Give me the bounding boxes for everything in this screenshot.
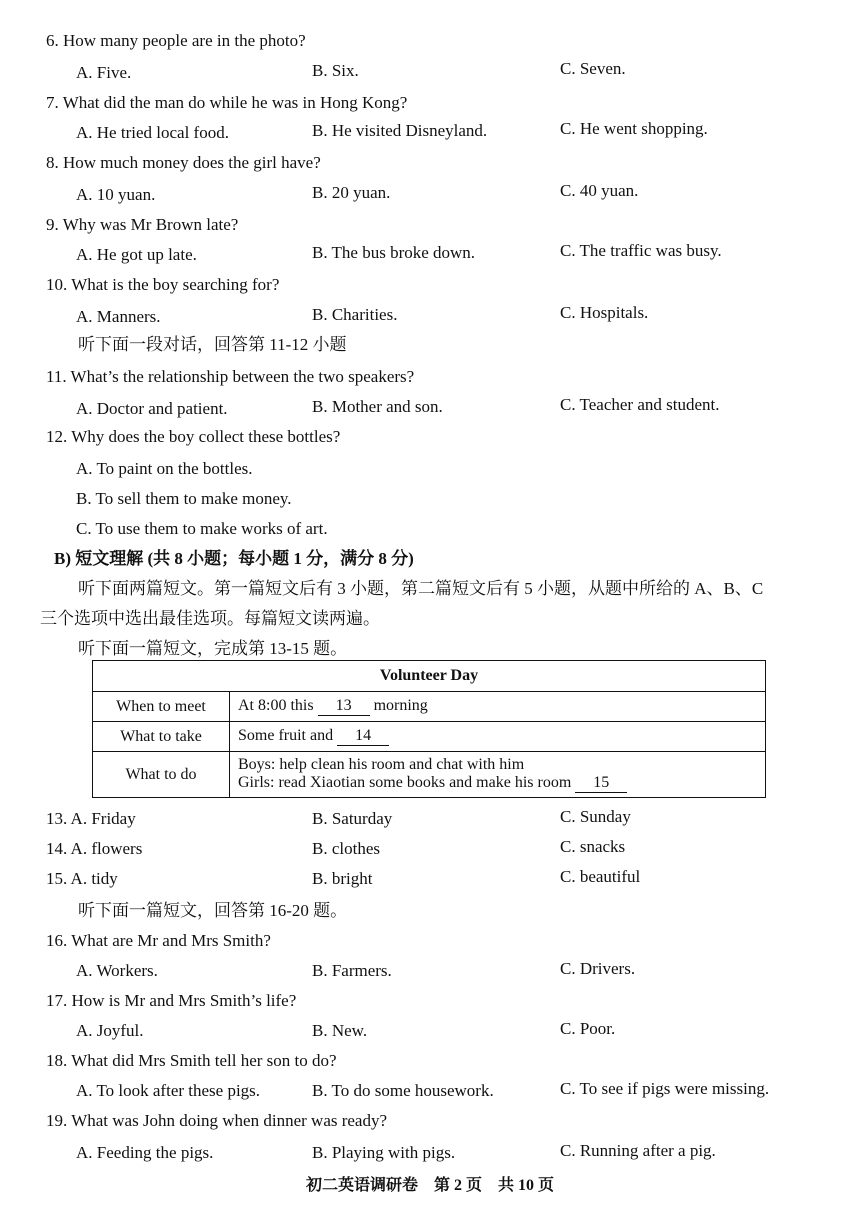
option-10b: B. Charities. bbox=[312, 305, 398, 324]
option-8c: C. 40 yuan. bbox=[560, 181, 639, 200]
option-7c: C. He went shopping. bbox=[560, 119, 708, 138]
question-9: 9. Why was Mr Brown late? bbox=[46, 215, 239, 234]
volunteer-day-table bbox=[92, 660, 766, 798]
question-16: 16. What are Mr and Mrs Smith? bbox=[46, 931, 271, 950]
option-11a: A. Doctor and patient. bbox=[76, 399, 228, 418]
question-7: 7. What did the man do while he was in Hong Kong? bbox=[46, 93, 408, 112]
option-16c: C. Drivers. bbox=[560, 959, 636, 978]
question-10: 10. What is the boy searching for? bbox=[46, 275, 280, 294]
row-value-take: Some fruit and 14 bbox=[230, 722, 766, 752]
option-8a: A. 10 yuan. bbox=[76, 185, 156, 204]
option-12c: C. To use them to make works of art. bbox=[76, 519, 328, 538]
option-14a: 14. A. flowers bbox=[46, 839, 143, 858]
instruction-13-15: 听下面一篇短文，完成第 13-15 题。 bbox=[78, 639, 348, 658]
option-14c: C. snacks bbox=[560, 837, 626, 856]
row-value-do: Boys: help clean his room and chat with him Girls: read Xiaotian some books and make his room 15 bbox=[230, 752, 766, 798]
option-9c: C. The traffic was busy. bbox=[560, 241, 722, 260]
option-19a: A. Feeding the pigs. bbox=[76, 1143, 214, 1162]
section-b-heading: B) 短文理解 (共 8 小题；每小题 1 分，满分 8 分) bbox=[54, 549, 414, 568]
option-10a: A. Manners. bbox=[76, 307, 161, 326]
option-11b: B. Mother and son. bbox=[312, 397, 443, 416]
option-15c: C. beautiful bbox=[560, 867, 641, 886]
question-12: 12. Why does the boy collect these bottles? bbox=[46, 427, 341, 446]
question-18: 18. What did Mrs Smith tell her son to do? bbox=[46, 1051, 337, 1070]
option-6a: A. Five. bbox=[76, 63, 132, 82]
question-8: 8. How much money does the girl have? bbox=[46, 153, 321, 172]
row-value-when: At 8:00 this 13 morning bbox=[230, 692, 766, 722]
question-6: 6. How many people are in the photo? bbox=[46, 31, 306, 50]
option-13b: B. Saturday bbox=[312, 809, 393, 828]
option-15b: B. bright bbox=[312, 869, 373, 888]
option-17c: C. Poor. bbox=[560, 1019, 616, 1038]
option-6b: B. Six. bbox=[312, 61, 359, 80]
option-17a: A. Joyful. bbox=[76, 1021, 144, 1040]
option-18b: B. To do some housework. bbox=[312, 1081, 494, 1100]
option-12a: A. To paint on the bottles. bbox=[76, 459, 253, 478]
option-16b: B. Farmers. bbox=[312, 961, 392, 980]
blank-14: 14 bbox=[337, 727, 389, 746]
question-19: 19. What was John doing when dinner was ready? bbox=[46, 1111, 388, 1130]
page-footer: 初二英语调研卷 第 2 页 共 10 页 bbox=[305, 1177, 554, 1194]
row-label-take: What to take bbox=[93, 722, 230, 752]
option-14b: B. clothes bbox=[312, 839, 380, 858]
instruction-11-12: 听下面一段对话，回答第 11-12 小题 bbox=[78, 335, 347, 354]
option-11c: C. Teacher and student. bbox=[560, 395, 720, 414]
question-17: 17. How is Mr and Mrs Smith’s life? bbox=[46, 991, 297, 1010]
instruction-line-1: 听下面两篇短文。第一篇短文后有 3 小题，第二篇短文后有 5 小题，从题中所给的 A、B、C bbox=[78, 579, 764, 598]
row-label-when: When to meet bbox=[93, 692, 230, 722]
option-19c: C. Running after a pig. bbox=[560, 1141, 716, 1160]
option-19b: B. Playing with pigs. bbox=[312, 1143, 456, 1162]
blank-13: 13 bbox=[318, 697, 370, 716]
option-13a: 13. A. Friday bbox=[46, 809, 136, 828]
option-13c: C. Sunday bbox=[560, 807, 631, 826]
option-8b: B. 20 yuan. bbox=[312, 183, 391, 202]
option-16a: A. Workers. bbox=[76, 961, 158, 980]
option-7a: A. He tried local food. bbox=[76, 123, 229, 142]
option-18c: C. To see if pigs were missing. bbox=[560, 1079, 770, 1098]
option-18a: A. To look after these pigs. bbox=[76, 1081, 261, 1100]
instruction-16-20: 听下面一篇短文，回答第 16-20 题。 bbox=[78, 901, 348, 920]
blank-15: 15 bbox=[575, 774, 627, 793]
option-17b: B. New. bbox=[312, 1021, 368, 1040]
option-7b: B. He visited Disneyland. bbox=[312, 121, 488, 140]
option-12b: B. To sell them to make money. bbox=[76, 489, 292, 508]
option-9a: A. He got up late. bbox=[76, 245, 197, 264]
option-10c: C. Hospitals. bbox=[560, 303, 649, 322]
table-title: Volunteer Day bbox=[93, 661, 766, 692]
question-11: 11. What’s the relationship between the two speakers? bbox=[46, 367, 415, 386]
row-label-do: What to do bbox=[93, 752, 230, 798]
option-6c: C. Seven. bbox=[560, 59, 626, 78]
instruction-line-2: 三个选项中选出最佳选项。每篇短文读两遍。 bbox=[40, 609, 380, 628]
option-9b: B. The bus broke down. bbox=[312, 243, 476, 262]
option-15a: 15. A. tidy bbox=[46, 869, 118, 888]
